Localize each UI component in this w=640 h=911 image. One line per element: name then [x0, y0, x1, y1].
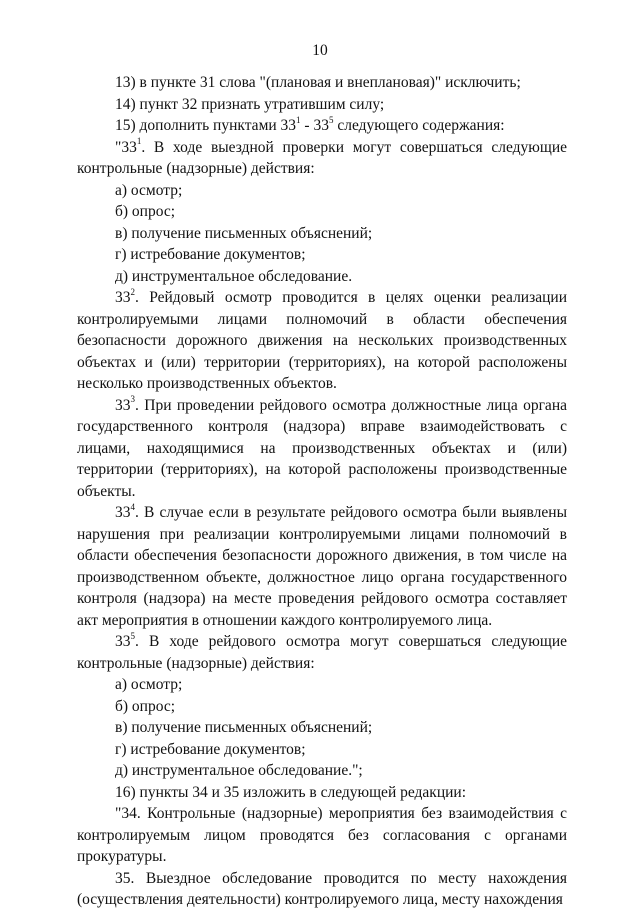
- list-item: б) опрос;: [115, 697, 176, 715]
- paragraph-33-4: $33^4$. В случае если в результате рейдового осмотра были выявлены нарушения при реализации контролируемыми лицами полномочий в области обеспечения безопасности дорожного движения, в том числе на производственном объекте, должностное лицо органа государственного контроля (надзора) на месте проведения рейдового осмотра составляет акт мероприятия в отношении каждого контролируемого лица.: [77, 501, 567, 629]
- document-body: [77, 72, 567, 911]
- list-item: а) осмотр;: [115, 676, 183, 693]
- paragraph-item-15: 15) дополнить пунктами $33^1 - 33^5$ следующего содержания:: [115, 114, 505, 134]
- paragraph-35: 35. Выездное обследование проводится по месту нахождения (осуществления деятельности) контролируемого лица, месту нахождения: [77, 869, 567, 908]
- list-item: в) получение письменных объяснений;: [115, 719, 373, 736]
- paragraph-item-14: 14) пункт 32 признать утратившим силу;: [115, 95, 385, 113]
- paragraph-34: "34. Контрольные (надзорные) мероприятия без взаимодействия с контролируемым лицом проводятся без согласования с органами прокуратуры.: [77, 805, 567, 865]
- list-item: г) истребование документов;: [115, 246, 306, 263]
- list-item: а) осмотр;: [115, 181, 183, 199]
- list-item: д) инструментальное обследование.: [115, 267, 353, 285]
- page-number: 10: [312, 42, 328, 59]
- paragraph-item-13: 13) в пункте 31 слова "(плановая и внеплановая)" исключить;: [115, 74, 521, 91]
- paragraph-33-1: "$33^1$. В ходе выездной проверки могут совершаться следующие контрольные (надзорные) действия:: [77, 136, 567, 177]
- paragraph-33-2: $33^2$. Рейдовый осмотр проводится в целях оценки реализации контролируемыми лицами полномочий в области обеспечения безопасности дорожного движения на нескольких производственных объектах и (или) территории (территориях), на которой расположены несколько производственных объектов.: [77, 286, 567, 392]
- paragraph-33-3: $33^3$. При проведении рейдового осмотра должностные лица органа государственного контроля (надзора) вправе взаимодействовать с лицами, находящимися на производственных объектах и (или) территории (территориях), на которой расположены производственные объекты.: [77, 394, 567, 500]
- paragraph-33-5: $33^5$. В ходе рейдового осмотра могут совершаться следующие контрольные (надзорные) действия:: [77, 630, 567, 672]
- list-item: г) истребование документов;: [115, 740, 306, 758]
- list-item: д) инструментальное обследование.";: [115, 762, 363, 779]
- list-item: б) опрос;: [115, 203, 176, 220]
- paragraph-item-16: 16) пункты 34 и 35 изложить в следующей редакции:: [115, 783, 467, 801]
- list-item: в) получение письменных объяснений;: [115, 224, 373, 242]
